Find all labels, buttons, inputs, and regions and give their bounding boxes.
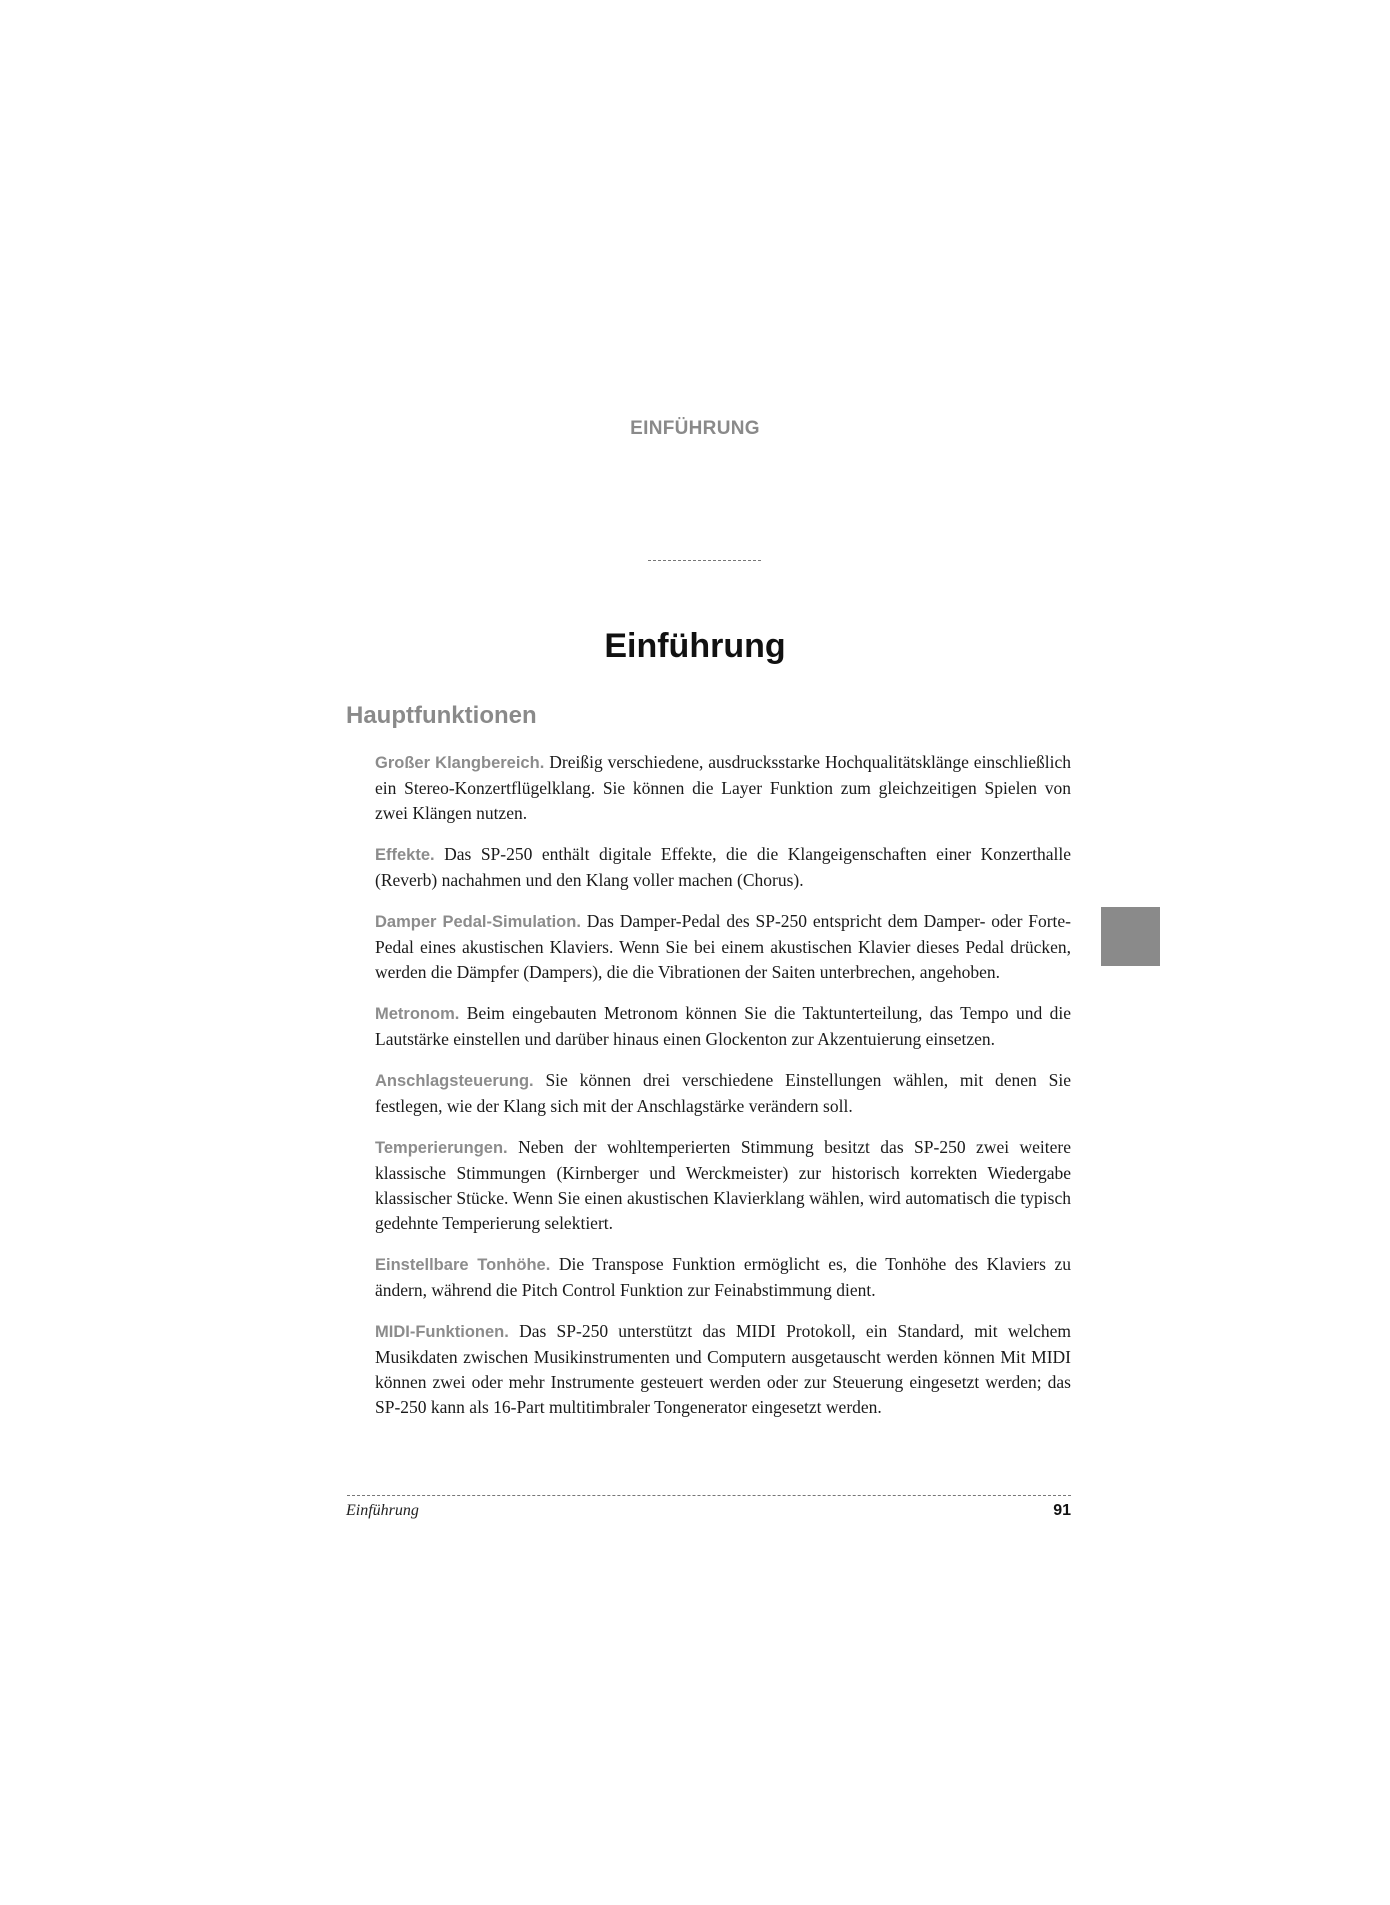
feature-label: MIDI-Funktionen. <box>375 1323 509 1341</box>
feature-text: Das SP-250 unterstützt das MIDI Protokoll, ein Standard, mit welchem Musikdaten zwischen Musikinstrumenten und Computern ausgetauscht werden können Mit MIDI können zwei oder mehr Instrumente gesteuert werden oder zur Steuerung eingesetzt werden; das SP-250 kann als 16-Part multitimbraler Tongenerator eingesetzt werden. <box>375 1321 1072 1417</box>
feature-item <box>375 909 1071 985</box>
feature-text: Sie können drei verschiedene Einstellungen wählen, mit denen Sie festlegen, wie der Klang sich mit der Anschlagstärke verändern soll. <box>375 1070 1071 1116</box>
feature-text: Die Transpose Funktion ermöglicht es, die Tonhöhe des Klaviers zu ändern, während die Pitch Control Funktion zur Feinabstimmung dient. <box>375 1254 1071 1300</box>
page-number: 91 <box>1053 1502 1071 1519</box>
feature-label: Einstellbare Tonhöhe. <box>375 1256 551 1274</box>
feature-item <box>375 750 1071 826</box>
feature-label: Effekte. <box>375 846 435 864</box>
feature-item <box>375 1252 1071 1303</box>
feature-label: Anschlagsteuerung. <box>375 1072 534 1090</box>
feature-label: Metronom. <box>375 1005 460 1023</box>
footer-divider <box>347 1495 1071 1496</box>
feature-text: Das SP-250 enthält digitale Effekte, die die Klangeigenschaften einer Konzerthalle (Reverb) nachahmen und den Klang voller machen (Chorus). <box>375 844 1072 890</box>
chapter-title: Einführung <box>604 627 786 665</box>
feature-label: Großer Klangbereich. <box>375 754 545 772</box>
feature-text: Das Damper-Pedal des SP-250 entspricht dem Damper- oder Forte-Pedal eines akustischen Klaviers. Wenn Sie bei einem akustischen Klavier dieses Pedal drücken, werden die Dämpfer (Dampers), die die Vibrationen der Saiten unterbrechen, angehoben. <box>375 911 1071 982</box>
section-title: Hauptfunktionen <box>346 702 537 729</box>
feature-item <box>375 1001 1071 1052</box>
header-divider <box>648 560 761 561</box>
feature-label: Temperierungen. <box>375 1139 508 1157</box>
feature-text: Beim eingebauten Metronom können Sie die Taktunterteilung, das Tempo und die Lautstärke einstellen und darüber hinaus einen Glockenton zur Akzentuierung einsetzen. <box>375 1003 1071 1049</box>
feature-text: Dreißig verschiedene, ausdrucksstarke Hochqualitätsklänge einschließlich ein Stereo-Konzertflügelklang. Sie können die Layer Funktion zum gleichzeitigen Spielen von zwei Klängen nutzen. <box>375 752 1071 823</box>
feature-list <box>375 750 1071 1436</box>
running-header: EINFÜHRUNG <box>630 418 760 439</box>
footer-section-name: Einführung <box>346 1502 419 1519</box>
feature-item <box>375 1319 1071 1420</box>
feature-item <box>375 842 1071 893</box>
feature-item <box>375 1135 1071 1236</box>
feature-label: Damper Pedal-Simulation. <box>375 913 581 931</box>
feature-item <box>375 1068 1071 1119</box>
feature-text: Neben der wohltemperierten Stimmung besitzt das SP-250 zwei weitere klassische Stimmungen (Kirnberger und Werckmeister) zur historisch korrekten Wiedergabe klassischer Stücke. Wenn Sie einen akustischen Klavierklang wählen, wird automatisch die typisch gedehnte Temperierung selektiert. <box>375 1137 1071 1233</box>
chapter-tab-marker <box>1101 907 1160 966</box>
